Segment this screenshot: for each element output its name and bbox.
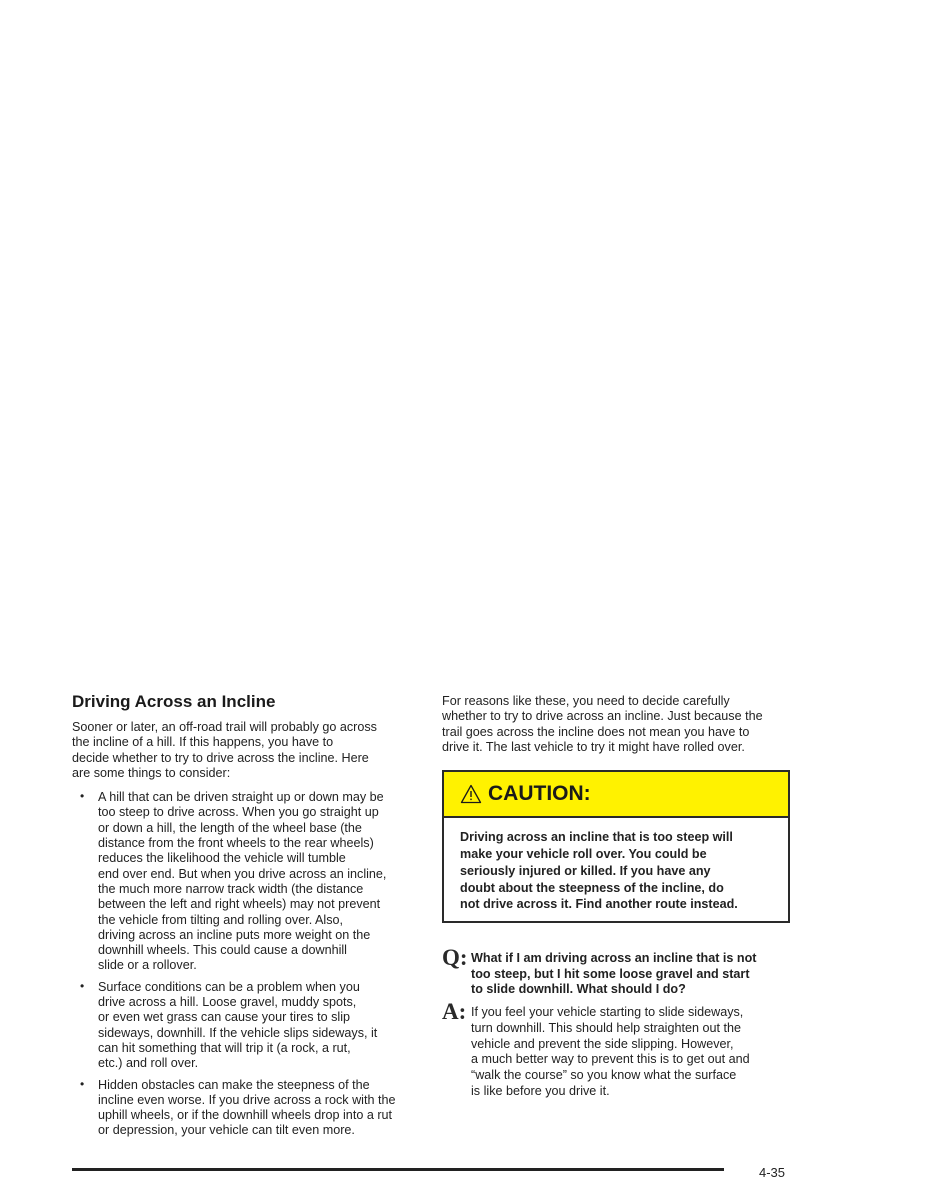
reasons-paragraph <box>442 694 788 755</box>
answer-line: If you feel your vehicle starting to slide sideways, <box>471 1004 744 1019</box>
bullet-line: etc.) and roll over. <box>98 1056 199 1071</box>
right-column <box>442 694 788 1100</box>
caution-line: not drive across it. Find another route instead. <box>460 897 738 912</box>
answer-text <box>471 1005 788 1100</box>
answer-letter: A: <box>442 998 467 1024</box>
answer-line: “walk the course” so you know what the surface <box>471 1068 737 1083</box>
question-line: too steep, but I hit some loose gravel and start <box>471 966 750 981</box>
bullet-line: Surface conditions can be a problem when you <box>98 979 360 994</box>
bullet-line: or depression, your vehicle can tilt even more. <box>98 1123 355 1138</box>
section-title: Driving Across an Incline <box>72 692 276 711</box>
bullet-icon: • <box>80 1076 85 1091</box>
caution-box <box>442 770 790 923</box>
intro-line: are some things to consider: <box>72 765 231 780</box>
reasons-line: drive it. The last vehicle to try it might have rolled over. <box>442 739 745 754</box>
bullet-line: incline even worse. If you drive across a rock with the <box>98 1092 396 1107</box>
bullet-line: can hit something that will trip it (a rock, a rut, <box>98 1040 351 1055</box>
caution-line: seriously injured or killed. If you have any <box>460 863 711 878</box>
question-line: to slide downhill. What should I do? <box>471 982 686 997</box>
bullet-line: distance from the front wheels to the rear wheels) <box>98 836 374 851</box>
bullet-line: downhill wheels. This could cause a downhill <box>98 943 347 958</box>
reasons-line: trail goes across the incline does not mean you have to <box>442 724 750 739</box>
question-block <box>442 945 788 998</box>
bullet-line: uphill wheels, or if the downhill wheels drop into a rut <box>98 1108 393 1123</box>
intro-line: Sooner or later, an off-road trail will probably go across <box>72 720 377 734</box>
bullet-line: Hidden obstacles can make the steepness of the <box>98 1077 370 1092</box>
intro-line: the incline of a hill. If this happens, you have to <box>72 735 334 750</box>
answer-line: vehicle and prevent the side slipping. However, <box>471 1036 734 1051</box>
reasons-line: whether to try to drive across an incline. Just because the <box>442 709 763 724</box>
caution-line: make your vehicle roll over. You could be <box>460 846 707 861</box>
answer-line: is like before you drive it. <box>471 1083 610 1098</box>
footer-rule <box>72 1168 724 1171</box>
caution-header <box>444 772 788 818</box>
list-item <box>72 790 422 974</box>
reasons-line: For reasons like these, you need to decide carefully <box>442 694 730 708</box>
bullet-line: slide or a rollover. <box>98 958 197 973</box>
bullet-line: the much more narrow track width (the distance <box>98 881 364 896</box>
bullet-line: drive across a hill. Loose gravel, muddy spots, <box>98 995 357 1010</box>
caution-line: Driving across an incline that is too steep will <box>460 830 733 845</box>
page-number: 4-35 <box>759 1165 786 1180</box>
bullet-line: sideways, downhill. If the vehicle slips sideways, it <box>98 1025 378 1040</box>
answer-line: a much better way to prevent this is to get out and <box>471 1052 750 1067</box>
list-item <box>72 1078 422 1139</box>
bullet-line: between the left and right wheels) may not prevent <box>98 897 381 912</box>
left-column <box>72 692 422 1145</box>
list-item <box>72 980 422 1072</box>
bullet-line: or even wet grass can cause your tires to slip <box>98 1010 350 1025</box>
bullet-line: end over end. But when you drive across an incline, <box>98 866 387 881</box>
bullet-icon: • <box>80 978 85 993</box>
question-line: What if I am driving across an incline that is not <box>471 951 757 966</box>
bullet-line: or down a hill, the length of the wheel base (the <box>98 820 362 835</box>
intro-paragraph <box>72 720 422 781</box>
bullet-line: driving across an incline puts more weight on the <box>98 927 371 942</box>
question-text <box>471 951 788 998</box>
warning-triangle-icon <box>460 784 482 804</box>
caution-text <box>444 818 788 921</box>
caution-line: doubt about the steepness of the incline, do <box>460 880 724 895</box>
intro-line: decide whether to try to drive across the incline. Here <box>72 750 369 765</box>
bullet-line: too steep to drive across. When you go straight up <box>98 805 379 820</box>
considerations-list <box>72 790 422 1139</box>
question-letter: Q: <box>442 945 468 971</box>
bullet-line: A hill that can be driven straight up or down may be <box>98 790 384 805</box>
bullet-icon: • <box>80 789 85 804</box>
bullet-line: reduces the likelihood the vehicle will tumble <box>98 851 346 866</box>
answer-block <box>442 998 788 1100</box>
bullet-line: the vehicle from tilting and rolling over. Also, <box>98 912 344 927</box>
caution-title: CAUTION: <box>488 782 591 806</box>
answer-line: turn downhill. This should help straighten out the <box>471 1020 742 1035</box>
